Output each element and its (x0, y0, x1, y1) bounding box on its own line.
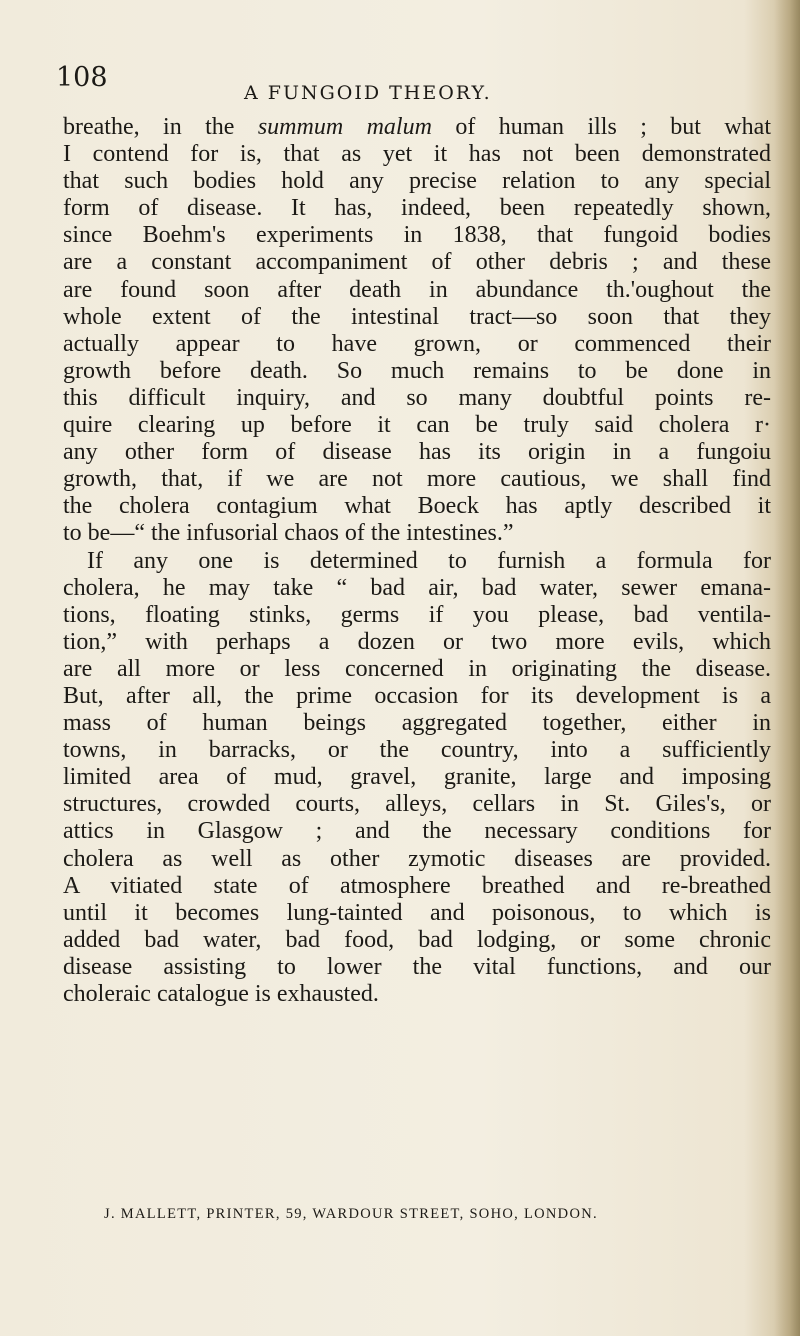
text-line: A vitiated state of atmosphere breathed and re-breathed (63, 872, 771, 899)
text-line: are a constant accompaniment of other debris ; and these (63, 249, 771, 276)
printer-imprint: J. MALLETT, PRINTER, 59, WARDOUR STREET, SOHO, LONDON. (104, 1206, 598, 1222)
running-head: A FUNGOID THEORY. (244, 82, 492, 104)
text-line: form of disease. It has, indeed, been repeatedly shown, (63, 195, 771, 222)
text-line: disease assisting to lower the vital functions, and our (63, 953, 771, 980)
text-line: tion,” with perhaps a dozen or two more evils, which (63, 628, 771, 655)
text-line: whole extent of the intestinal tract—so soon that they (63, 303, 771, 330)
text-line: cholera as well as other zymotic diseases are provided. (63, 845, 771, 872)
text-line: are found soon after death in abundance th.'oughout the (63, 276, 771, 303)
text-line: mass of human beings aggregated together, either in (63, 710, 771, 737)
body-text (63, 114, 771, 1008)
text-line: growth before death. So much remains to be done in (63, 357, 771, 384)
page-number: 108 (56, 62, 108, 93)
text-line: breathe, in the summum malum of human ills ; but what (63, 114, 771, 140)
text-line: are all more or less concerned in originating the disease. (63, 655, 771, 682)
text-line: growth, that, if we are not more cautious, we shall find (63, 466, 771, 493)
text-line: limited area of mud, gravel, granite, large and imposing (63, 764, 771, 791)
text-line: structures, crowded courts, alleys, cellars in St. Giles's, or (63, 791, 771, 818)
text-line: this difficult inquiry, and so many doubtful points re- (63, 384, 771, 411)
text-line: choleraic catalogue is exhausted. (63, 981, 379, 1007)
text-line: any other form of disease has its origin in a fungoiu (63, 439, 771, 466)
text-line: that such bodies hold any precise relation to any special (63, 168, 771, 195)
text-line: the cholera contagium what Boeck has aptly described it (63, 493, 771, 520)
text-line: attics in Glasgow ; and the necessary conditions for (63, 818, 771, 845)
text-line: tions, floating stinks, germs if you please, bad ventila- (63, 601, 771, 628)
text-line: But, after all, the prime occasion for its development is a (63, 682, 771, 709)
page-header (56, 62, 776, 102)
text-line: If any one is determined to furnish a formula for (87, 547, 771, 574)
text-line: to be—“ the infusorial chaos of the intestines.” (63, 520, 514, 547)
text-line: since Boehm's experiments in 1838, that fungoid bodies (63, 222, 771, 249)
text-line: until it becomes lung-tainted and poisonous, to which is (63, 899, 771, 926)
text-line: I contend for is, that as yet it has not been demonstrated (63, 141, 771, 168)
text-line: cholera, he may take “ bad air, bad water, sewer emana- (63, 574, 771, 601)
text-line: actually appear to have grown, or commenced their (63, 330, 771, 357)
page-edge-shadow (774, 0, 800, 1336)
text-line: quire clearing up before it can be truly said cholera r· (63, 412, 771, 439)
text-line: towns, in barracks, or the country, into a sufficiently (63, 737, 771, 764)
text-line: added bad water, bad food, bad lodging, or some chronic (63, 926, 771, 953)
